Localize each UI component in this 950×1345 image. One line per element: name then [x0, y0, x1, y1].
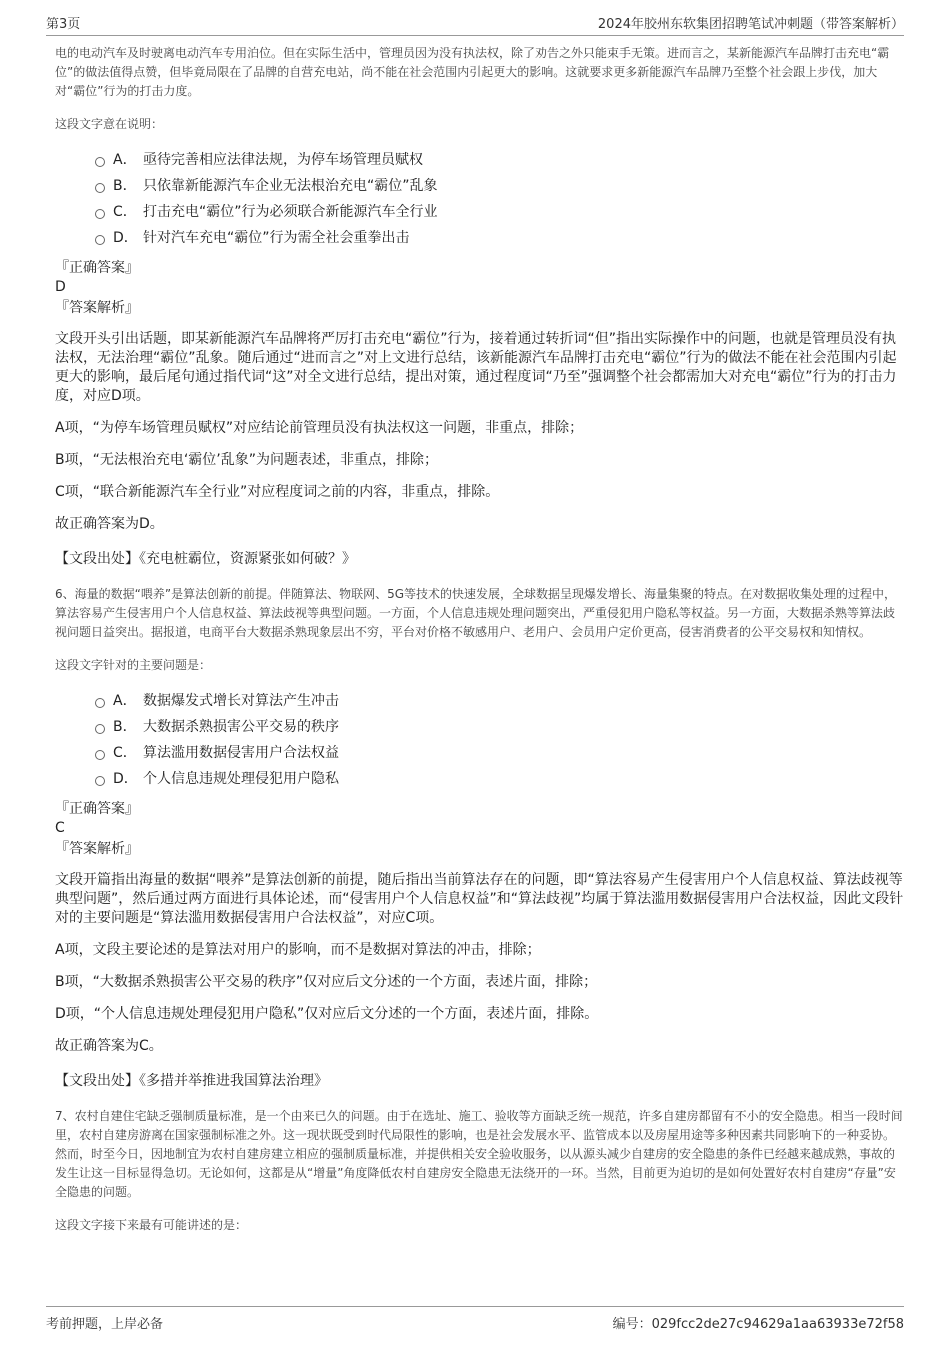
page-number: 第3页 — [46, 17, 81, 32]
document-code: 编号：029fcc2de27c94629a1aa63933e72f58 — [612, 1317, 904, 1332]
q6-analysis-summary: 文段开篇指出海量的数据“喂养”是算法创新的前提，随后指出当前算法存在的问题，即“算法容易产生侵害用户个人信息权益、算法歧视等典型问题”，然后通过两方面进行具体论述，而“侵害用户个人信息权益”和“算法歧视”均属于算法滥用数据侵害用户合法权益，因此文段针对的主要问题是“算法滥用数据侵害用户合法权益”，对应C项。 — [55, 872, 904, 926]
q6-options — [95, 687, 904, 791]
q6-answer: C — [55, 820, 65, 836]
radio-icon[interactable] — [95, 235, 105, 245]
q5-analysis-summary: 文段开头引出话题，即某新能源汽车品牌将严厉打击充电“霸位”行为，接着通过转折词“但”指出实际操作中的问题，也就是管理员没有执法权，无法治理“霸位”乱象。随后通过“进而言之”对上文进行总结，该新能源汽车品牌打击充电“霸位”行为的做法不能在社会范围内引起更大的影响，最后尾句通过指代词“这”对全文进行总结，提出对策，通过程度词“乃至”强调整个社会都需加大对充电“霸位”行为的打击力度，对应D项。 — [55, 331, 897, 404]
question-5 — [55, 44, 904, 569]
q7-prompt: 这段文字接下来最有可能讲述的是： — [55, 1218, 248, 1232]
radio-icon[interactable] — [95, 183, 105, 193]
q6-analysis-heading: 『答案解析』 — [55, 841, 139, 857]
radio-icon[interactable] — [95, 698, 105, 708]
q6-conclusion: 故正确答案为C。 — [55, 1038, 163, 1054]
q5-answer: D — [55, 279, 66, 295]
q5-prompt: 这段文字意在说明： — [55, 117, 164, 131]
q5-analysis-heading: 『答案解析』 — [55, 300, 139, 316]
q6-analysis-b: B项，“大数据杀熟损害公平交易的秩序”仅对应后文分述的一个方面，表述片面，排除； — [55, 974, 598, 990]
footer-slogan: 考前押题，上岸必备 — [46, 1317, 164, 1332]
document-title: 2024年胶州东软集团招聘笔试冲刺题（带答案解析） — [597, 17, 904, 32]
radio-icon[interactable] — [95, 750, 105, 760]
q6-option-d[interactable]: D． 个人信息违规处理侵犯用户隐私 — [95, 765, 904, 791]
radio-icon[interactable] — [95, 157, 105, 167]
q5-option-c[interactable]: C． 打击充电“霸位”行为必须联合新能源汽车全行业 — [95, 198, 904, 224]
q6-analysis-a: A项，文段主要论述的是算法对用户的影响，而不是数据对算法的冲击，排除； — [55, 942, 541, 958]
q6-option-b[interactable]: B． 大数据杀熟损害公平交易的秩序 — [95, 713, 904, 739]
q6-option-a[interactable]: A． 数据爆发式增长对算法产生冲击 — [95, 687, 904, 713]
page-content — [55, 44, 904, 1235]
q5-option-d[interactable]: D． 针对汽车充电“霸位”行为需全社会重拳出击 — [95, 224, 904, 250]
q5-option-a[interactable]: A． 亟待完善相应法律法规，为停车场管理员赋权 — [95, 146, 904, 172]
q5-options — [95, 146, 904, 250]
radio-icon[interactable] — [95, 776, 105, 786]
q6-prompt: 这段文字针对的主要问题是： — [55, 658, 212, 672]
question-7 — [55, 1107, 904, 1235]
q6-option-c[interactable]: C． 算法滥用数据侵害用户合法权益 — [95, 739, 904, 765]
q5-analysis-c: C项，“联合新能源汽车全行业”对应程度词之前的内容，非重点，排除。 — [55, 484, 500, 500]
page-header — [46, 10, 904, 36]
q5-analysis-a: A项，“为停车场管理员赋权”对应结论前管理员没有执法权这一问题，非重点，排除； — [55, 420, 584, 436]
q7-passage: 7、农村自建住宅缺乏强制质量标准，是一个由来已久的问题。由于在选址、施工、验收等方面缺乏统一规范，许多自建房都留有不小的安全隐患。相当一段时间里，农村自建房游离在国家强制标准之外。这一现状既受到时代局限性的影响，也是社会发展水平、监管成本以及房屋用途等多种因素共同影响下的一种妥协。然而，时至今日，因地制宜为农村自建房建立相应的强制质量标准，并提供相关安全验收服务，以从源头减少自建房的安全隐患的条件已经越来越成熟，事故的发生让这一目标显得急切。无论如何，这都是从“增量”角度降低农村自建房安全隐患无法绕开的一环。当然，目前更为迫切的是如何处置好农村自建房“存量”安全隐患的问题。 — [55, 1109, 903, 1199]
q5-analysis-b: B项，“无法根治充电‘霸位’乱象”为问题表述，非重点，排除； — [55, 452, 439, 468]
page-footer — [46, 1306, 904, 1336]
question-6 — [55, 585, 904, 1091]
radio-icon[interactable] — [95, 209, 105, 219]
q5-conclusion: 故正确答案为D。 — [55, 516, 164, 532]
q6-source: 【文段出处】《多措并举推进我国算法治理》 — [55, 1073, 328, 1089]
radio-icon[interactable] — [95, 724, 105, 734]
q6-passage: 6、海量的数据“喂养”是算法创新的前提。伴随算法、物联网、5G等技术的快速发展，全球数据呈现爆发增长、海量集聚的特点。在对数据收集处理的过程中，算法容易产生侵害用户个人信息权益、算法歧视等典型问题。一方面，个人信息违规处理问题突出，严重侵犯用户隐私等权益。另一方面，大数据杀熟等算法歧视问题日益突出。据报道，电商平台大数据杀熟现象层出不穷，平台对价格不敏感用户、老用户、会员用户定价更高，侵害消费者的公平交易权和知情权。 — [55, 587, 897, 639]
q5-passage: 电的电动汽车及时驶离电动汽车专用泊位。但在实际生活中，管理员因为没有执法权，除了劝告之外只能束手无策。进而言之，某新能源汽车品牌打击充电“霸位”的做法值得点赞，但毕竟局限在了品牌的自营充电站，尚不能在社会范围内引起更大的影响。这就要求更多新能源汽车品牌乃至整个社会跟上步伐，加大对“霸位”行为的打击力度。 — [55, 46, 890, 98]
q6-answer-heading: 『正确答案』 — [55, 801, 139, 817]
q5-source: 【文段出处】《充电桩霸位，资源紧张如何破？》 — [55, 551, 356, 567]
q5-answer-heading: 『正确答案』 — [55, 260, 139, 276]
q5-option-b[interactable]: B． 只依靠新能源汽车企业无法根治充电“霸位”乱象 — [95, 172, 904, 198]
q6-analysis-d: D项，“个人信息违规处理侵犯用户隐私”仅对应后文分述的一个方面，表述片面，排除。 — [55, 1006, 599, 1022]
